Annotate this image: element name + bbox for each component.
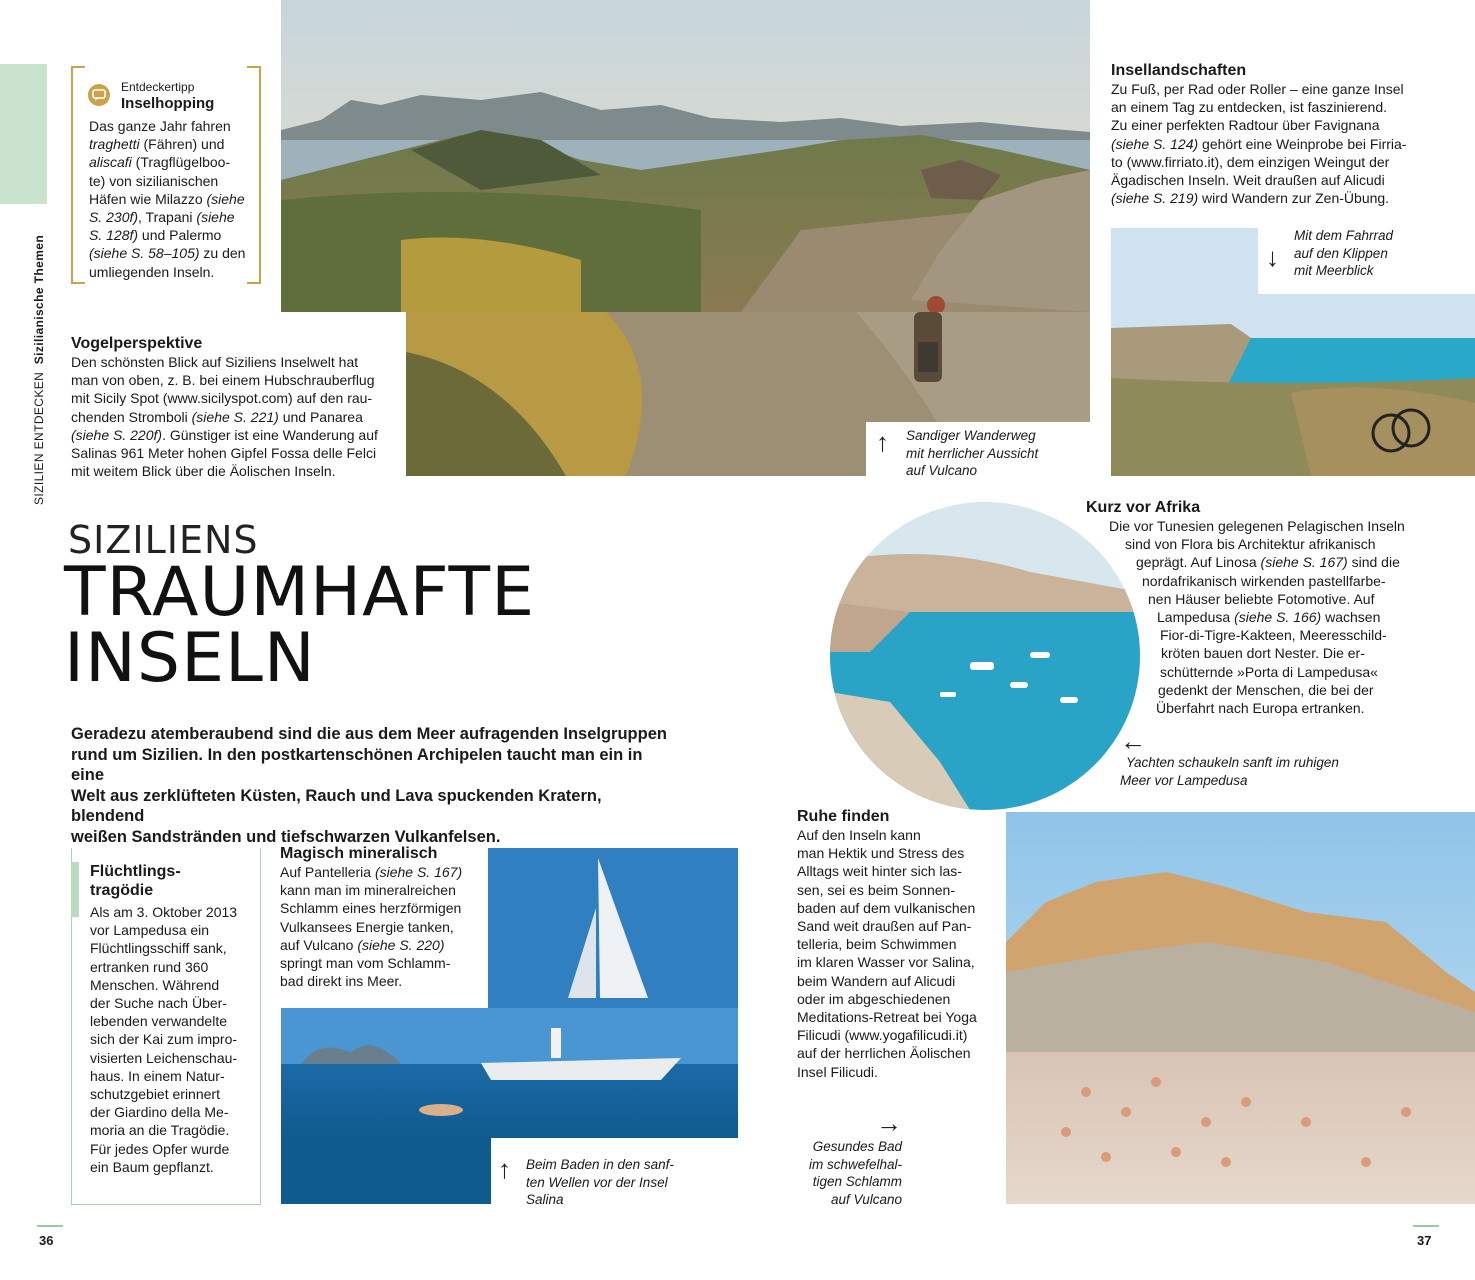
title-kicker: SIZILIENS — [68, 518, 259, 562]
caption-hike: ↑ Sandiger Wanderweg mit herrlicher Aussicht auf Vulcano — [876, 427, 1039, 478]
refugee-body: Als am 3. Oktober 2013 vor Lampedusa ein Flüchtlingsschiff sank, ertranken rund 360 Menschen. Während der Suche nach Über- lebenden verwandelte sich der Kai zum impro- visierten Leichenschau- haus. In einem Natur- schutzgebiet erinnert der Giardino della Me- moria an die Tragödie. Für jedes Opfer wurde ein Baum gepflanzt. — [90, 904, 238, 1175]
afrika-heading: Kurz vor Afrika — [1086, 499, 1201, 516]
photo-mud-bath — [1006, 812, 1475, 1204]
running-head — [32, 235, 46, 505]
tip-body: Das ganze Jahr fahren traghetti (Fähren) und aliscafi (Tragflügelboo- te) von sizilianischen Häfen wie Milazzo (siehe S. 230f), Trapani (siehe S. 128f) und Palermo (siehe S. 58–105) zu den umliegenden Inseln. — [89, 118, 246, 280]
ruhe-heading: Ruhe finden — [797, 808, 890, 825]
photo-catamaran-bottom — [281, 1138, 491, 1204]
insel-heading: Insellandschaften — [1111, 62, 1247, 79]
vogel-heading: Vogelperspektive — [71, 335, 203, 352]
arrow-up-icon: ↑ — [876, 427, 889, 457]
caption-bike: ↓ Mit dem Fahrrad auf den Klippen mit Meerblick — [1266, 228, 1394, 278]
arrow-right-icon: → — [876, 1108, 902, 1138]
photo-lampedusa-yachts — [830, 502, 1140, 810]
refugee-heading: Flüchtlings- tragödie — [90, 863, 181, 899]
vogel-body: Den schönsten Blick auf Siziliens Inselwelt hat man von oben, z. B. bei einem Hubschrauberflug mit Sicily Spot (www.sicilyspot.com) auf den rau- chenden Stromboli (siehe S. 221) und Panarea (siehe S. 220f). Günstiger ist eine Wanderung auf Salinas 961 Meter hohen Gipfel Fossa delle Felci mit weitem Blick über die Äolischen Inseln. — [71, 354, 378, 480]
caption-yacht: ← Yachten schaukeln sanft im ruhigen Meer vor Lampedusa — [1120, 728, 1380, 789]
insel-body: Zu Fuß, per Rad oder Roller – eine ganze Insel an einem Tag zu entdecken, ist faszinierend. Zu einer perfekten Radtour über Favignana (siehe S. 124) gehört eine Weinprobe bei Firria- to (www.firriato.it), dem einzigen Weingut der Ägadischen Inseln. Weit draußen auf Alicudi (siehe S. 219) wird Wandern zur Zen-Übung. — [1111, 81, 1407, 207]
afrika-body: Die vor Tunesien gelegenen Pelagischen Inseln sind von Flora bis Architektur afrikanisch geprägt. Auf Linosa (siehe S. 167) sind die nordafrikanisch wirkenden pastellfarbe- nen Häuser beliebte Fotomotive. Auf Lampedusa (siehe S. 166) wachsen Fior-di-Tigre-Kakteen, Meeresschild- kröten bauen dort Nester. Die er- schütternde »Porta di Lampedusa« gedenkt der Menschen, die bei der Überfahrt nach Europa ertranken. — [1109, 518, 1405, 717]
magisch-heading: Magisch mineralisch — [280, 845, 438, 862]
folio-rule-right — [1413, 1225, 1439, 1227]
arrow-left-icon: ← — [1120, 726, 1146, 756]
page-number-left: 36 — [39, 1233, 54, 1248]
photo-catamaran-top — [488, 848, 738, 1008]
tip-kicker: Entdeckertipp — [121, 80, 195, 94]
caption-mud: → Gesundes Bad im schwefelhal- tigen Schlamm auf Vulcano — [800, 1110, 902, 1208]
arrow-up-icon: ↑ — [498, 1154, 511, 1184]
magisch-body: Auf Pantelleria (siehe S. 167) kann man im mineralreichen Schlamm eines herzförmigen Vulkansees Energie tanken, auf Vulcano (siehe S. 220) springt man vom Schlamm- bad direkt ins Meer. — [280, 864, 463, 990]
page-number-right: 37 — [1417, 1233, 1432, 1248]
section-tab — [0, 64, 47, 204]
topic-label: Sizilianische Themen — [32, 234, 46, 365]
refugee-accent-bar — [71, 862, 79, 917]
caption-sail: ↑ Beim Baden in den sanf- ten Wellen vor der Insel Salina — [498, 1154, 674, 1207]
ruhe-body: Auf den Inseln kann man Hektik und Stress des Alltags weit hinter sich las- sen, sei es beim Sonnen- baden auf dem vulkanischen Sand weit draußen auf Pan- telleria, beim Schwimmen im klaren Wasser vor Salina, beim Wandern auf Alicudi oder im abgeschiedenen Meditations-Retreat bei Yoga Filicudi (www.yogafilicudi.it) auf der herrlichen Äolischen Insel Filicudi. — [797, 827, 977, 1080]
lead-paragraph: Geradezu atemberaubend sind die aus dem Meer aufragenden Inselgruppen rund um Sizilien. In den postkartenschönen Archipelen taucht man ein in eine Welt aus zerklüfteten Küsten, Rauch und Lava spuckenden Kratern, blendend weißen Sandstränden und tiefschwarzen Vulkanfelsen. — [71, 725, 667, 846]
arrow-down-icon: ↓ — [1266, 242, 1279, 272]
folio-rule-left — [37, 1225, 63, 1227]
page-title: TRAUMHAFTE INSELN — [64, 553, 536, 698]
tip-title: Inselhopping — [121, 95, 215, 112]
photo-catamaran — [281, 1008, 738, 1138]
speech-bubble-icon — [88, 84, 110, 106]
photo-vulcano-panorama — [281, 0, 1090, 312]
section-label: SIZILIEN ENTDECKEN — [32, 371, 46, 505]
